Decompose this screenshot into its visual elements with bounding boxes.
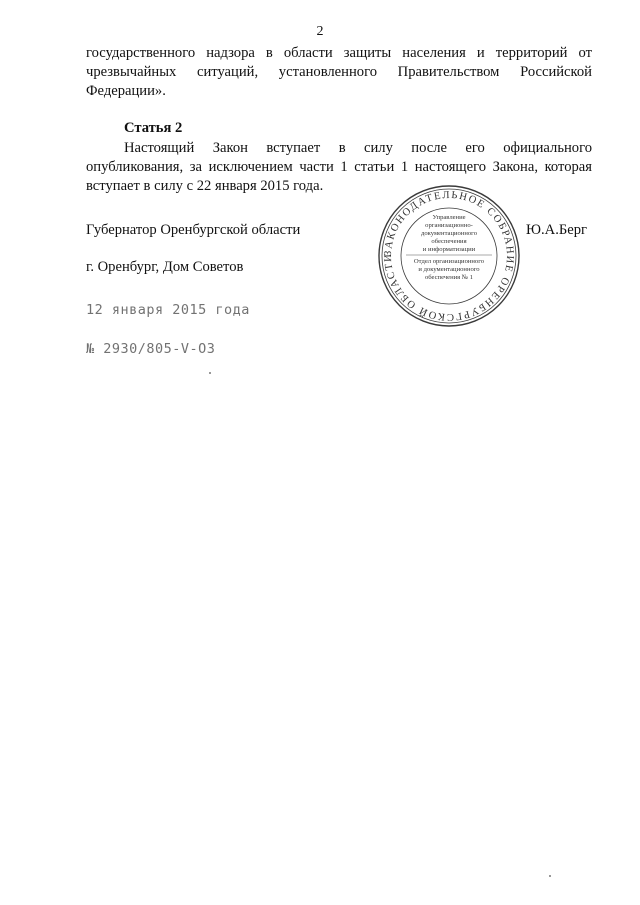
seal-inner-line: организационно-: [425, 222, 473, 229]
continuation-paragraph: [86, 44, 592, 101]
official-seal: [376, 183, 522, 329]
paragraph-line: Настоящий Закон вступает в силу после его официального: [124, 140, 592, 156]
seal-inner-line: обеспечения № 1: [424, 274, 474, 281]
seal-inner-line: Управление: [432, 214, 466, 221]
governor-name: Ю.А.Берг: [526, 222, 587, 238]
scan-speck: [209, 372, 211, 374]
seal-inner-line: и информатизации: [422, 246, 476, 253]
article-heading: Статья 2: [124, 120, 183, 136]
governor-position: Губернатор Оренбургской области: [86, 222, 301, 238]
seal-inner-line: обеспечения: [431, 238, 467, 245]
page-number: 2: [316, 24, 324, 39]
paragraph-line: чрезвычайных ситуаций, установленного Правительством Российской: [86, 64, 592, 80]
date-stamp: 12 января 2015 года: [86, 302, 250, 318]
seal-inner-line: документационного: [420, 230, 478, 237]
seal-inner-line: Отдел организационного: [413, 258, 485, 265]
scan-speck: [549, 875, 551, 877]
paragraph-line: вступает в силу с 22 января 2015 года.: [86, 178, 324, 194]
seal-outer-text: ЗАКОНОДАТЕЛЬНОЕ СОБРАНИЕ ОРЕНБУРГСКОЙ ОБЛАСТИ: [382, 189, 516, 323]
svg-text:ЗАКОНОДАТЕЛЬНОЕ СОБРАНИЕ ОРЕНБ: [383, 190, 515, 322]
paragraph-line: государственного надзора в области защиты населения и территорий от: [86, 45, 592, 61]
registration-number-stamp: № 2930/805-V-ОЗ: [86, 341, 216, 357]
paragraph-line: опубликования, за исключением части 1 статьи 1 настоящего Закона, которая: [86, 159, 592, 175]
paragraph-line: Федерации».: [86, 83, 166, 99]
seal-inner-line: и документационного: [418, 266, 480, 273]
signing-place: г. Оренбург, Дом Советов: [86, 259, 244, 275]
